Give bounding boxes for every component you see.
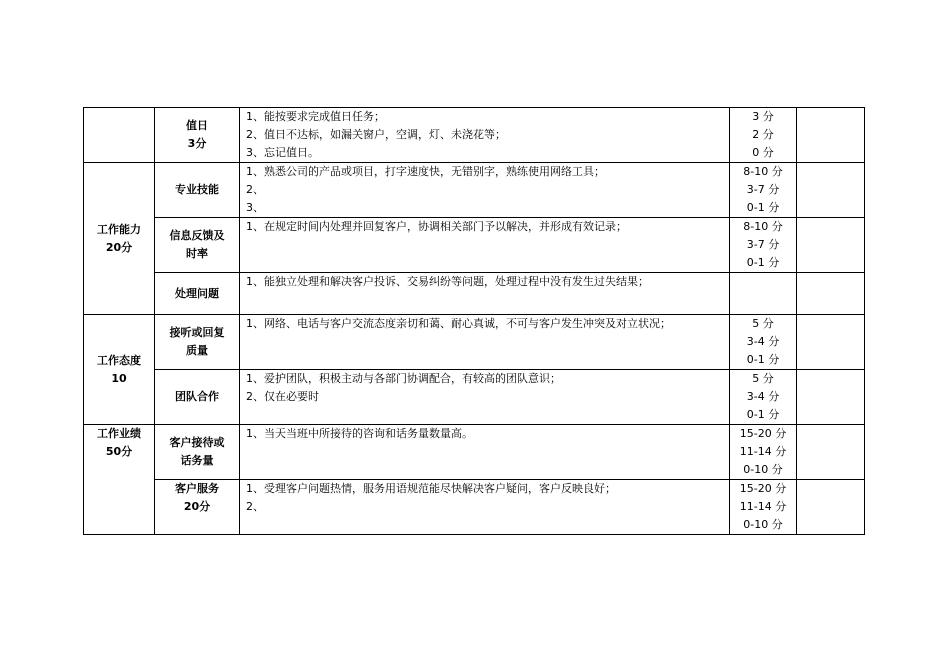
criterion: 1、能独立处理和解决客户投诉、交易纠纷等问题，处理过程中没有发生过失结果； — [246, 275, 649, 288]
score: 8-10 分 — [743, 165, 783, 178]
listening-label-line1: 接听或回复 — [169, 326, 225, 339]
table-row — [84, 425, 865, 480]
criterion: 1、熟悉公司的产品或项目，打字速度快，无错别字，熟练使用网络工具； — [246, 165, 605, 178]
score: 0 分 — [752, 146, 774, 159]
category-cell — [84, 108, 155, 163]
skills-score-cell — [730, 163, 797, 218]
performance-label: 工作业绩 — [97, 427, 141, 440]
skills-label: 专业技能 — [175, 183, 219, 196]
table-row — [84, 163, 865, 218]
duty-label: 值日 — [186, 119, 208, 132]
ability-label: 工作能力 — [97, 222, 141, 236]
listening-label-line2: 质量 — [186, 344, 208, 357]
score: 3-7 分 — [746, 183, 780, 196]
score: 3-4 分 — [746, 335, 780, 348]
ability-points: 20分 — [105, 240, 133, 254]
criterion: 1、爱护团队，积极主动与各部门协调配合，有较高的团队意识； — [246, 372, 561, 385]
service-label: 客户服务 — [175, 482, 219, 495]
score: 15-20 分 — [739, 427, 787, 440]
feedback-label-line1: 信息反馈及 — [169, 229, 225, 242]
score: 2 分 — [752, 128, 774, 141]
skills-criteria-cell — [240, 163, 730, 218]
score: 15-20 分 — [739, 482, 787, 495]
criterion: 3、忘记值日。 — [246, 146, 319, 159]
feedback-criteria-cell — [240, 218, 730, 273]
feedback-score-cell — [730, 218, 797, 273]
reception-label-cell — [155, 425, 240, 480]
remarks-cell — [797, 480, 865, 535]
score: 0-1 分 — [746, 408, 780, 421]
remarks-cell — [797, 425, 865, 480]
score: 5 分 — [752, 317, 774, 330]
table-row — [84, 273, 865, 315]
remarks-cell — [797, 315, 865, 370]
teamwork-score-cell — [730, 370, 797, 425]
ability-category-cell — [84, 163, 155, 315]
remarks-cell — [797, 108, 865, 163]
score: 0-10 分 — [743, 518, 783, 531]
criterion: 1、受理客户问题热情，服务用语规范能尽快解决客户疑问，客户反映良好； — [246, 482, 616, 495]
criterion: 2、 — [246, 500, 264, 513]
table-row — [84, 370, 865, 425]
table-row — [84, 315, 865, 370]
score: 11-14 分 — [739, 445, 787, 458]
table-row — [84, 108, 865, 163]
score: 0-1 分 — [746, 353, 780, 366]
service-points: 20分 — [183, 500, 211, 513]
criterion: 1、能按要求完成值日任务； — [246, 110, 385, 123]
score: 0-10 分 — [743, 463, 783, 476]
attitude-category-cell — [84, 315, 155, 425]
attitude-label: 工作态度 — [97, 353, 141, 367]
score: 0-1 分 — [746, 201, 780, 214]
score: 0-1 分 — [746, 256, 780, 269]
reception-label-line2: 话务量 — [180, 454, 214, 467]
service-score-cell — [730, 480, 797, 535]
problems-label: 处理问题 — [175, 286, 219, 300]
score: 3 分 — [752, 110, 774, 123]
remarks-cell — [797, 370, 865, 425]
duty-label-cell — [155, 108, 240, 163]
reception-criteria-cell — [240, 425, 730, 480]
performance-category-cell — [84, 425, 155, 535]
performance-points: 50分 — [105, 445, 133, 458]
criterion: 2、 — [246, 183, 264, 196]
problems-label-cell — [155, 273, 240, 315]
attitude-points: 10 — [111, 371, 127, 385]
listening-criteria-cell — [240, 315, 730, 370]
score: 8-10 分 — [743, 220, 783, 233]
reception-label-line1: 客户接待或 — [169, 436, 225, 449]
criterion: 2、仅在必要时 — [246, 390, 319, 403]
service-criteria-cell — [240, 480, 730, 535]
score: 3-4 分 — [746, 390, 780, 403]
duty-score-cell — [730, 108, 797, 163]
reception-score-cell — [730, 425, 797, 480]
feedback-label-line2: 时率 — [186, 247, 208, 260]
table-row — [84, 218, 865, 273]
remarks-cell — [797, 218, 865, 273]
teamwork-criteria-cell — [240, 370, 730, 425]
duty-criteria-cell — [240, 108, 730, 163]
problems-score-cell — [730, 273, 797, 315]
criterion: 1、在规定时间内处理并回复客户，协调相关部门予以解决，并形成有效记录； — [246, 220, 627, 233]
listening-label-cell — [155, 315, 240, 370]
teamwork-label: 团队合作 — [175, 390, 219, 403]
service-label-cell — [155, 480, 240, 535]
listening-score-cell — [730, 315, 797, 370]
criterion: 1、当天当班中所接待的咨询和话务量数量高。 — [246, 427, 473, 440]
duty-points: 3分 — [187, 137, 207, 150]
teamwork-label-cell — [155, 370, 240, 425]
score: 11-14 分 — [739, 500, 787, 513]
problems-criteria-cell — [240, 273, 730, 315]
table-row — [84, 480, 865, 535]
criterion: 1、网络、电话与客户交流态度亲切和蔼、耐心真诚，不可与客户发生冲突及对立状况； — [246, 317, 671, 330]
criterion: 3、 — [246, 201, 264, 214]
remarks-cell — [797, 163, 865, 218]
skills-label-cell — [155, 163, 240, 218]
feedback-label-cell — [155, 218, 240, 273]
criterion: 2、值日不达标，如漏关窗户，空调，灯、未浇花等； — [246, 128, 506, 141]
score: 5 分 — [752, 372, 774, 385]
evaluation-table — [83, 107, 865, 535]
score: 3-7 分 — [746, 238, 780, 251]
remarks-cell — [797, 273, 865, 315]
